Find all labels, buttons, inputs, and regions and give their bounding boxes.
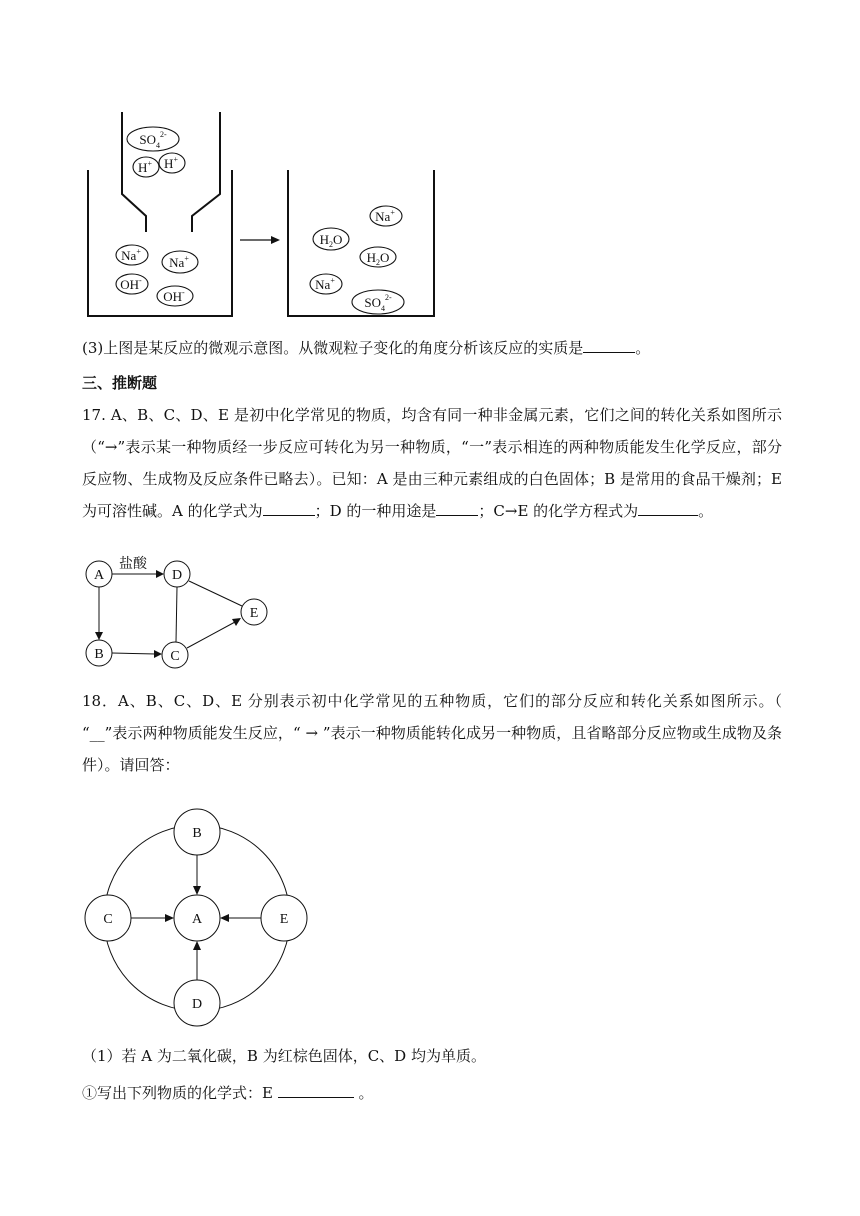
ion-so4: $SO_4^{2-}$ [139, 130, 167, 150]
ion-oh: OH- [120, 276, 142, 292]
question-18-1-a: ①写出下列物质的化学式：E 。 [82, 1077, 782, 1109]
ion-na: Na+ [121, 247, 141, 263]
reaction-arrow [240, 236, 280, 244]
molecule-h2o: $H_2O$ [319, 232, 343, 249]
question-16-3: (3)上图是某反应的微观示意图。从微观粒子变化的角度分析该反应的实质是 。 [82, 332, 782, 364]
q17-relation-diagram [78, 548, 278, 673]
reaction-micro-diagram [80, 108, 450, 323]
answer-blank[interactable] [278, 1081, 354, 1098]
node-c: C [170, 649, 180, 664]
ion-oh: OH- [163, 288, 185, 304]
node-e: E [279, 912, 289, 927]
molecule-h2o: $H_2O$ [366, 250, 390, 267]
node-b: B [94, 647, 104, 662]
node-b: B [192, 826, 202, 841]
answer-blank[interactable] [436, 499, 478, 516]
label-hydrochloric-acid: 盐酸 [119, 556, 147, 572]
node-a: A [191, 912, 203, 927]
ion-na: Na+ [315, 276, 335, 292]
question-18-1: （1）若 A 为二氧化碳，B 为红棕色固体，C、D 均为单质。 [82, 1047, 486, 1065]
node-e: E [249, 606, 259, 621]
answer-blank[interactable] [583, 336, 635, 353]
question-18: 18．A、B、C、D、E 分别表示初中化学常见的五种物质，它们的部分反应和转化关系如图所示。（ “__”表示两种物质能发生反应，“ → ”表示一种物质能转化成另一种物质，且省略部分反应物或生成物及条件）。请回答： [82, 692, 782, 774]
ion-h: H+ [138, 159, 152, 175]
answer-blank[interactable] [638, 499, 698, 516]
node-a: A [93, 568, 105, 583]
ion-na: Na+ [169, 254, 189, 270]
node-d: D [191, 997, 203, 1012]
ion-na: Na+ [375, 208, 395, 224]
question-17: 17. A、B、C、D、E 是初中化学常见的物质，均含有同一种非金属元素，它们之间的转化关系如图所示（“→”表示某一种物质经一步反应可转化为另一种物质，“一”表示相连的两种物质能发生化学反应，部分反应物、生成物及反应条件已略去）。已知：A 是由三种元素组成的白色固体；B 是常用的食品干燥剂；E 为可溶性碱。A 的化学式为 ；D 的一种用途是 ；C→E 的化学方程式为 。 [82, 406, 782, 520]
q18-relation-diagram [76, 800, 316, 1040]
node-d: D [171, 568, 183, 583]
section-title: 三、推断题 [82, 374, 158, 392]
ion-h: H+ [164, 155, 178, 171]
node-c: C [103, 912, 113, 927]
answer-blank[interactable] [263, 499, 315, 516]
ion-so4: $SO_4^{2-}$ [364, 293, 392, 313]
